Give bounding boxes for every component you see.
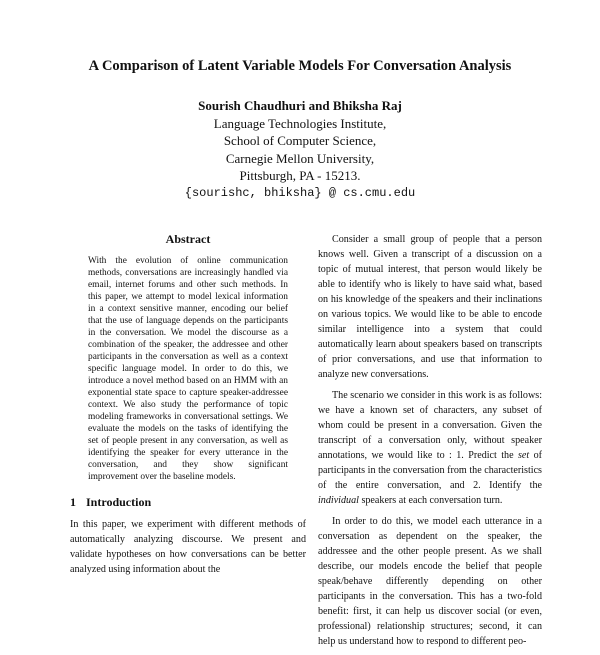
body-paragraph-3: In order to do this, we model each utterance in a conversation as dependent on the speaker, the addressee and the other people present. As we shall describe, our models encode the belief that people speak/behave differently depending on other participants in the conversation. This has a two-fold benefit: first, it can help us discover social (or even, professional) relationship structures; second, it can help us understand how to respond to different peo-: [318, 516, 542, 647]
abstract-text: With the evolution of online communication methods, conversations are increasingly handled via email, internet forums and other such methods. In this paper, we attempt to model lexical information in a context sensitive manner, encoding our belief that the use of language depends on the participants in the conversation. We model the discourse as a combination of the speaker, the addressee and other participants in the conversation as well as a context specific language model. In order to do this, we introduce a novel method based on an HMM with an exponential state space to capture speaker-addressee context. We also study the performance of topic modeling frameworks in conversational settings. We evaluate the models on the tasks of identifying the set of people present in any conversation, as well as identifying the speaker for every utterance in the conversation, and they show significant improvement over the baseline models.: [88, 256, 288, 482]
section-heading-introduction: [70, 495, 306, 510]
introduction-paragraph: In this paper, we experiment with different methods of automatically analyzing discourse. We present and validate hypotheses on how conversations can be better analyzed using information about the: [70, 519, 306, 575]
section-title: Introduction: [86, 495, 152, 509]
affiliation-line: Pittsburgh, PA - 15213.: [239, 168, 361, 183]
paragraph-text: of participants in the conversation from the characteristics of the entire conversation, and 2. Identify the: [318, 450, 542, 491]
emphasis-set: set: [517, 450, 530, 461]
paper-title: A Comparison of Latent Variable Models For Conversation Analysis: [88, 58, 512, 74]
affiliation-line: Language Technologies Institute,: [213, 115, 387, 131]
emphasis-individual: individual: [318, 495, 359, 506]
left-column: [70, 232, 306, 577]
abstract-heading: Abstract: [165, 232, 211, 246]
author-block: [0, 97, 600, 202]
body-paragraph-2: [318, 388, 542, 508]
author-names: Sourish Chaudhuri and Bhiksha Raj: [198, 98, 402, 113]
section-number: 1: [70, 495, 76, 509]
right-column: [318, 232, 542, 655]
paragraph-text: The scenario we consider in this work is as follows: we have a known set of characters, any subset of whom could be present in a conversation. Given the transcript of a conversation only, without speaker annotations, we would like to : 1. Predict the: [318, 390, 542, 461]
affiliation-line: Carnegie Mellon University,: [225, 150, 375, 166]
body-paragraph-1: Consider a small group of people that a person knows well. Given a transcript of a discussion on a topic of mutual interest, that person would likely be able to identify who is likely to have said what, based on his knowledge of the speakers and their inclinations on various topics. We would like to be able to encode similar intelligence into a system that could automatically learn about speakers based on transcripts of prior conversations, and use that information to analyze new conversations.: [318, 234, 542, 380]
paragraph-text: speakers at each conversation turn.: [358, 495, 503, 506]
affiliation-line: School of Computer Science,: [223, 133, 377, 148]
author-email: {sourishc, bhiksha} @ cs.cmu.edu: [184, 185, 416, 200]
